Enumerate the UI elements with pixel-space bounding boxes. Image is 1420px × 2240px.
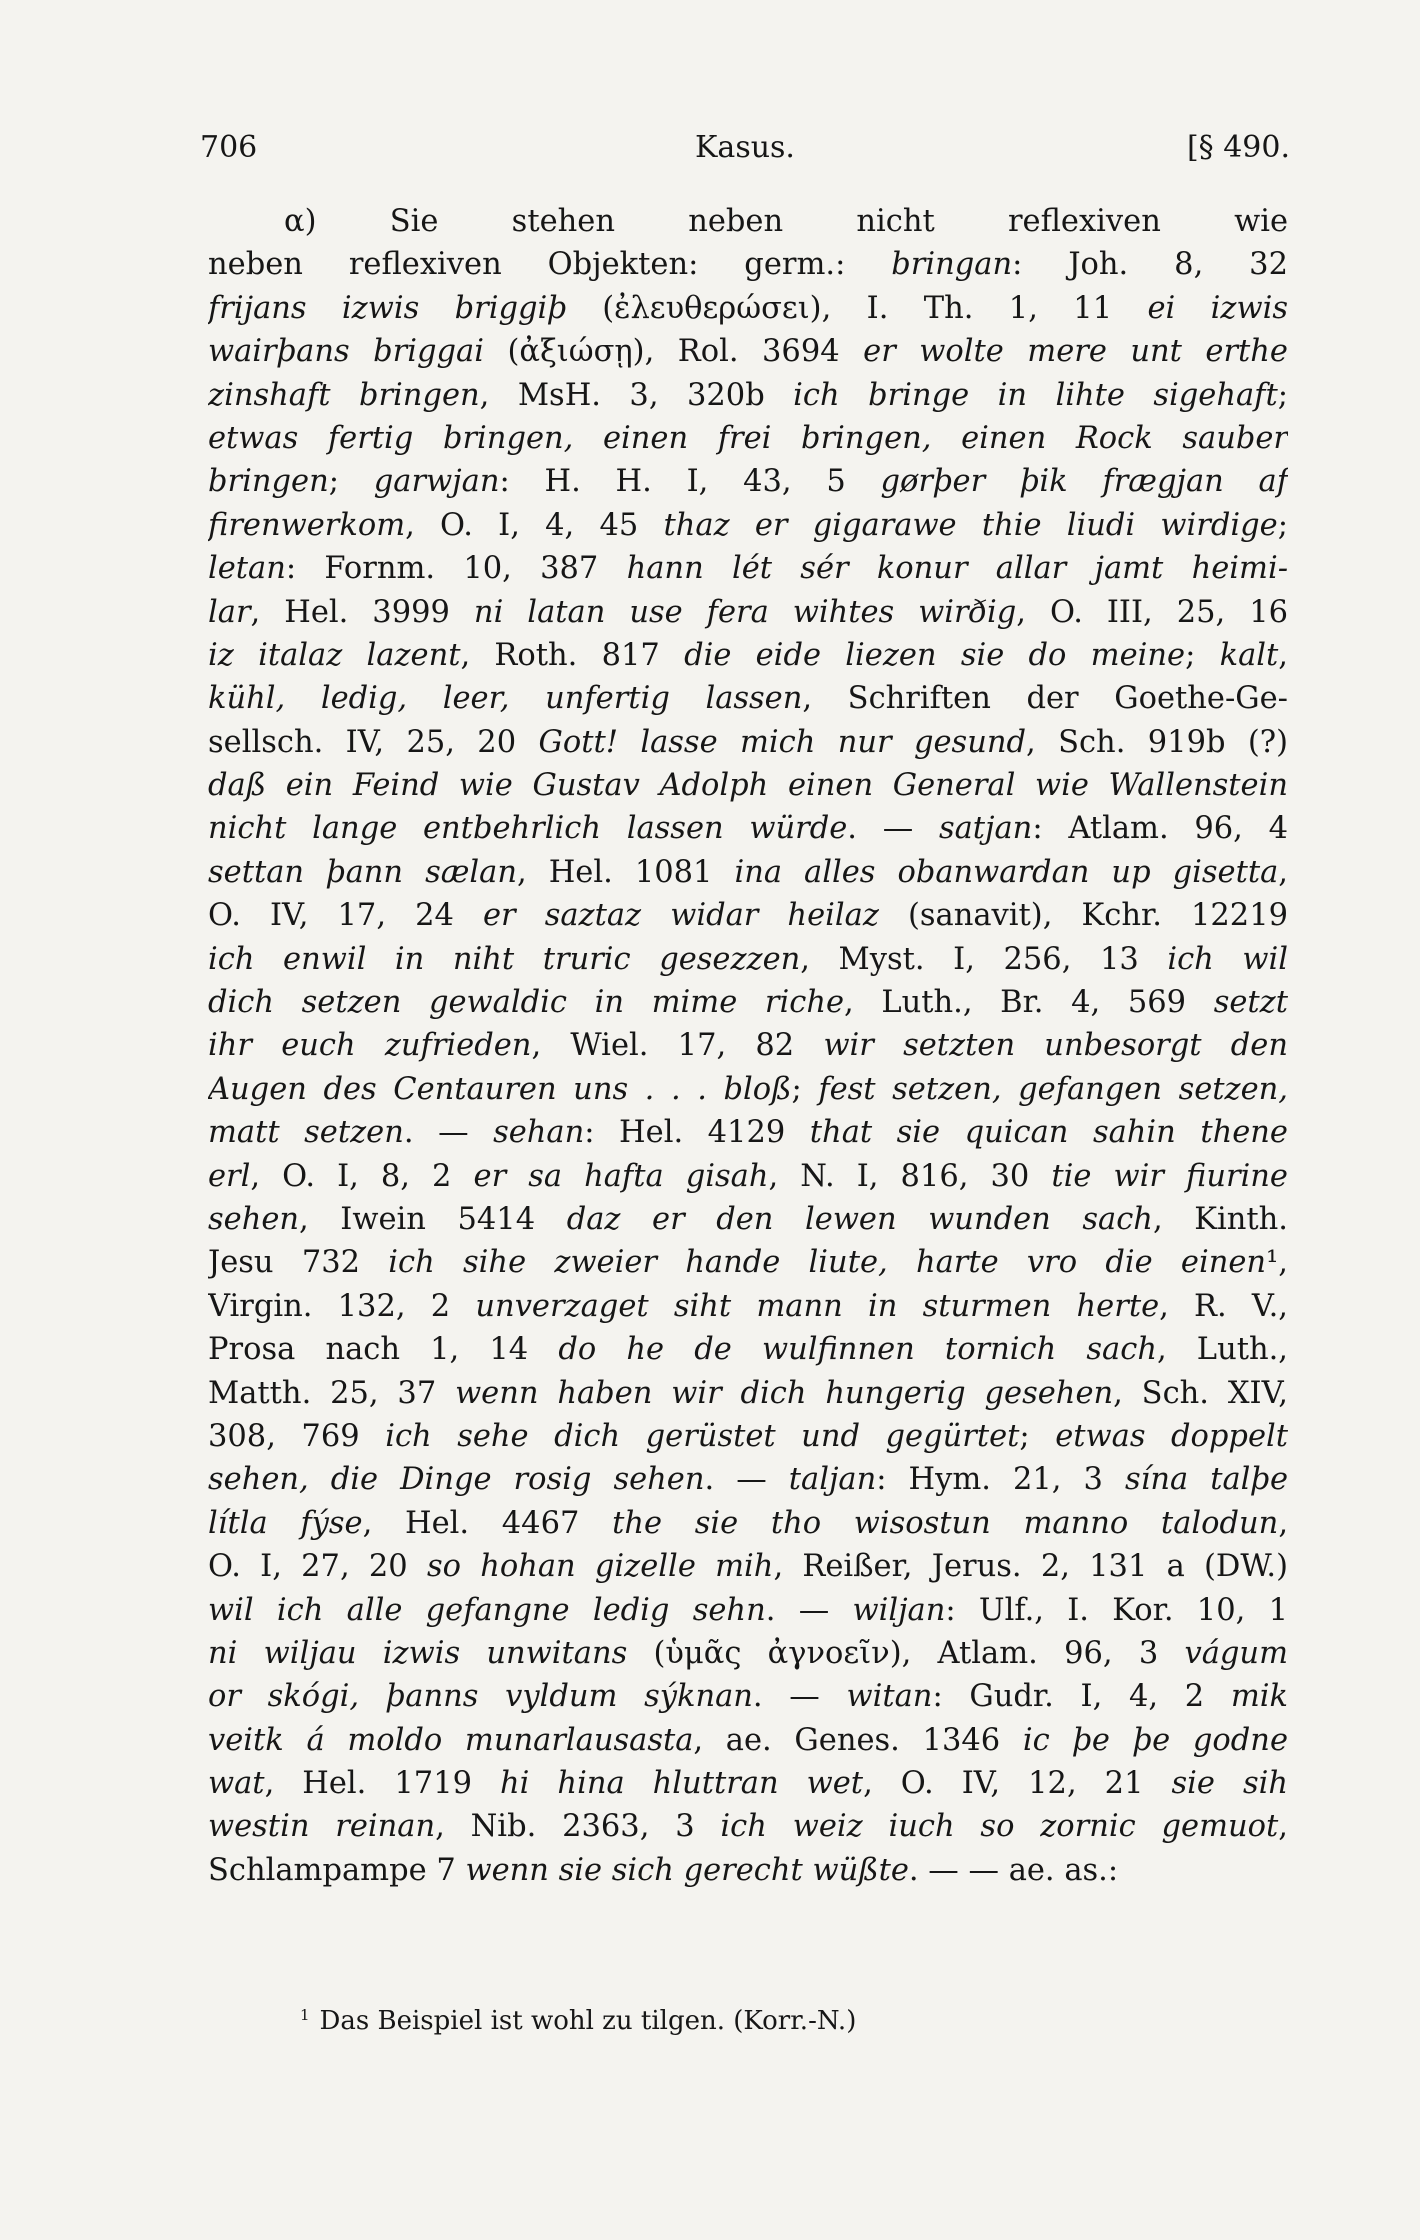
- italic-text-run: garwjan: [373, 464, 500, 500]
- text-line: [208, 1589, 1288, 1632]
- text-line: [208, 504, 1288, 547]
- italic-text-run: hann lét sér konur allar jamt heimi-: [626, 551, 1288, 587]
- text-line: [208, 1675, 1288, 1718]
- italic-text-run: wairþans briggai: [208, 334, 484, 370]
- italic-text-run: iz italaz lazent: [208, 637, 461, 673]
- text-run: , O. I, 4, 45: [405, 507, 664, 543]
- text-line: [208, 547, 1288, 590]
- text-run: , Hel. 1719: [264, 1766, 501, 1802]
- text-run: ,: [1278, 1505, 1288, 1541]
- italic-text-run: hi hina hluttran wet: [500, 1766, 864, 1802]
- text-line: [208, 1632, 1288, 1675]
- italic-text-run: ich enwil in niht truric gesezzen: [208, 941, 801, 977]
- text-run: , Iwein 5414: [299, 1201, 567, 1237]
- italic-text-run: ich wil: [1167, 941, 1288, 977]
- italic-text-run: setzt: [1213, 985, 1288, 1021]
- italic-text-run: er sa hafta gisah: [473, 1158, 769, 1194]
- text-line: [208, 1241, 1288, 1284]
- text-run: , Nib. 2363, 3: [435, 1809, 721, 1845]
- text-run: ;: [1019, 1418, 1056, 1454]
- text-run: ,: [1278, 637, 1288, 673]
- italic-text-run: Augen des Centauren uns . . . bloß: [208, 1071, 792, 1107]
- italic-text-run: zinshaft bringen: [208, 377, 480, 413]
- text-line: [208, 1545, 1288, 1588]
- italic-text-run: letan: [208, 551, 286, 587]
- text-line: [208, 764, 1288, 807]
- text-line: [208, 1805, 1288, 1848]
- italic-text-run: erl: [208, 1158, 251, 1194]
- text-line: [208, 330, 1288, 373]
- text-run: ;: [1277, 377, 1288, 413]
- text-run: . —: [847, 811, 939, 847]
- italic-text-run: the sie tho wisostun manno talodun: [612, 1505, 1279, 1541]
- text-line: [208, 677, 1288, 720]
- italic-text-run: satjan: [938, 811, 1033, 847]
- text-line: [208, 1762, 1288, 1805]
- italic-text-run: taljan: [788, 1462, 877, 1498]
- italic-text-run: unverzaget siht mann in sturmen herte: [475, 1288, 1160, 1324]
- italic-text-run: kalt: [1219, 637, 1279, 673]
- text-line: [208, 981, 1288, 1024]
- text-run: , Hel. 3999: [250, 594, 474, 630]
- text-line: [208, 721, 1288, 764]
- italic-text-run: lar: [208, 594, 251, 630]
- italic-text-run: Gott! lasse mich nur gesund: [538, 724, 1027, 760]
- running-title: Kasus.: [695, 130, 795, 165]
- text-run: : Gudr. I, 4, 2: [932, 1679, 1231, 1715]
- italic-text-run: so hohan gizelle mih: [426, 1549, 774, 1585]
- text-run: 308, 769: [208, 1418, 386, 1454]
- italic-text-run: wil ich alle gefangne ledig sehn: [208, 1592, 766, 1628]
- italic-text-run: dich setzen gewaldic in mime riche: [208, 985, 845, 1021]
- text-line: [208, 287, 1288, 330]
- text-run: , O. I, 8, 2: [250, 1158, 474, 1194]
- italic-text-run: wir setzten unbesorgt den: [823, 1028, 1288, 1064]
- text-run: : Ulf., I. Kor. 10, 1: [945, 1592, 1288, 1628]
- text-run: , Myst. I, 256, 13: [800, 941, 1168, 977]
- text-run: Jesu 732: [208, 1245, 389, 1281]
- text-line: [208, 200, 1288, 243]
- section-marker: [§ 490.: [1186, 130, 1290, 165]
- text-line: [208, 1285, 1288, 1328]
- italic-text-run: sehen, die Dinge rosig sehen: [208, 1462, 705, 1498]
- text-run: , MsH. 3, 320b: [479, 377, 794, 413]
- italic-text-run: sína talþe: [1124, 1462, 1288, 1498]
- text-run: ,: [1278, 1809, 1288, 1845]
- italic-text-run: bringan: [891, 247, 1013, 283]
- italic-text-run: ei izwis: [1147, 290, 1288, 326]
- text-line: [208, 1502, 1288, 1545]
- text-line: [208, 1024, 1288, 1067]
- italic-text-run: die eide liezen sie do meine: [684, 637, 1186, 673]
- italic-text-run: ihr euch zufrieden: [208, 1028, 532, 1064]
- italic-text-run: do he de wulfinnen tornich sach: [558, 1332, 1157, 1368]
- text-line: [208, 243, 1288, 286]
- italic-text-run: ni latan use fera wihtes wirðig: [473, 594, 1017, 630]
- italic-text-run: er wolte mere unt erthe: [863, 334, 1288, 370]
- text-run: . —: [752, 1679, 847, 1715]
- text-line: [208, 1415, 1288, 1458]
- italic-text-run: wenn sie sich gerecht wüßte: [465, 1852, 909, 1888]
- italic-text-run: daß ein Feind wie Gustav Adolph einen General wie Wallenstein: [208, 768, 1288, 804]
- text-run: Schlampampe 7: [208, 1852, 466, 1888]
- italic-text-run: ich weiz iuch so zornic gemuot: [720, 1809, 1279, 1845]
- italic-text-run: ich sehe dich gerüstet und gegürtet: [385, 1418, 1020, 1454]
- text-line: [208, 1719, 1288, 1762]
- italic-text-run: witan: [846, 1679, 933, 1715]
- text-run: O. IV, 17, 24: [208, 898, 483, 934]
- text-line: [208, 894, 1288, 937]
- italic-text-run: ni wiljau izwis unwitans: [208, 1635, 628, 1671]
- text-run: : H. H. I, 43, 5: [499, 464, 881, 500]
- text-line: [208, 851, 1288, 894]
- italic-text-run: that sie quican sahin thene: [809, 1115, 1288, 1151]
- italic-text-run: daz er den lewen wunden sach: [566, 1201, 1153, 1237]
- italic-text-run: or skógi, þanns vyldum sýknan: [208, 1679, 753, 1715]
- text-run: neben reflexiven Objekten: germ.:: [208, 247, 892, 283]
- text-run: , N. I, 816, 30: [768, 1158, 1052, 1194]
- italic-text-run: veitk á moldo munarlausasta: [208, 1722, 694, 1758]
- italic-text-run: mik: [1230, 1679, 1288, 1715]
- italic-text-run: gørþer þik frægjan af: [880, 464, 1288, 500]
- text-run: Virgin. 132, 2: [208, 1288, 476, 1324]
- text-run: , Sch. XIV,: [1113, 1375, 1288, 1411]
- italic-text-run: lítla fýse: [208, 1505, 363, 1541]
- text-run: sellsch. IV, 25, 20: [208, 724, 539, 760]
- text-run: Prosa nach 1, 14: [208, 1332, 559, 1368]
- italic-text-run: westin reinan: [208, 1809, 436, 1845]
- text-run: ;: [791, 1071, 819, 1107]
- text-run: , Sch. 919b (?): [1026, 724, 1288, 760]
- text-run: , Wiel. 17, 82: [531, 1028, 824, 1064]
- text-run: ;: [1277, 507, 1288, 543]
- text-run: : Joh. 8, 32: [1012, 247, 1288, 283]
- text-run: . —: [765, 1592, 853, 1628]
- italic-text-run: firenwerkom: [208, 507, 406, 543]
- text-run: , Kinth.: [1152, 1201, 1288, 1237]
- text-line: [208, 1155, 1288, 1198]
- italic-text-run: matt setzen: [208, 1115, 404, 1151]
- text-line: [208, 417, 1288, 460]
- text-line: [208, 460, 1288, 503]
- text-run: ,: [1278, 854, 1288, 890]
- italic-text-run: sie sih: [1171, 1766, 1288, 1802]
- italic-text-run: ich sihe zweier hande liute, harte vro die einen: [388, 1245, 1267, 1281]
- text-run: , Hel. 1081: [516, 854, 735, 890]
- text-run: . —: [403, 1115, 494, 1151]
- text-run: : Atlam. 96, 4: [1032, 811, 1288, 847]
- text-line: [208, 1849, 1288, 1892]
- text-run: ¹,: [1266, 1245, 1288, 1281]
- text-run: , Luth., Br. 4, 569: [844, 985, 1214, 1021]
- italic-text-run: tie wir fiurine: [1051, 1158, 1288, 1194]
- italic-text-run: etwas fertig bringen, einen frei bringen, einen Rock sauber: [208, 420, 1288, 456]
- text-line: [208, 634, 1288, 677]
- text-run: , Roth. 817: [460, 637, 685, 673]
- text-run: ;: [328, 464, 374, 500]
- text-line: [208, 807, 1288, 850]
- text-run: O. I, 27, 20: [208, 1549, 427, 1585]
- text-run: : Hym. 21, 3: [876, 1462, 1125, 1498]
- text-run: Matth. 25, 37: [208, 1375, 456, 1411]
- text-run: , Luth.,: [1156, 1332, 1288, 1368]
- italic-text-run: wiljan: [852, 1592, 946, 1628]
- text-run: . —: [704, 1462, 789, 1498]
- footnote-text: Das Beispiel ist wohl zu tilgen. (Korr.-N.): [319, 2006, 857, 2036]
- italic-text-run: wat: [208, 1766, 265, 1802]
- italic-text-run: bringen: [208, 464, 329, 500]
- italic-text-run: kühl, ledig, leer, unfertig lassen: [208, 681, 803, 717]
- italic-text-run: ic þe þe godne: [1022, 1722, 1288, 1758]
- text-run: α) Sie stehen neben nicht reflexiven wie: [284, 204, 1288, 239]
- text-run: (ὑμᾶς ἀγνοεῖν), Atlam. 96, 3: [627, 1635, 1185, 1671]
- text-run: , O. IV, 12, 21: [863, 1766, 1172, 1802]
- text-line: [208, 938, 1288, 981]
- text-run: , Schriften der Goethe-Ge-: [802, 681, 1288, 717]
- italic-text-run: frijans izwis briggiþ: [208, 290, 567, 326]
- italic-text-run: etwas doppelt: [1055, 1418, 1288, 1454]
- italic-text-run: thaz er gigarawe thie liudi wirdige: [663, 507, 1278, 543]
- text-line: [208, 1458, 1288, 1501]
- italic-text-run: fest setzen, gefangen setzen,: [818, 1071, 1288, 1107]
- text-run: , O. III, 25, 16: [1016, 594, 1288, 630]
- text-line: [208, 1372, 1288, 1415]
- italic-text-run: ich bringe in lihte sigehaft: [793, 377, 1278, 413]
- italic-text-run: nicht lange entbehrlich lassen würde: [208, 811, 848, 847]
- text-run: , Hel. 4467: [362, 1505, 613, 1541]
- text-line: [208, 1198, 1288, 1241]
- text-run: : Hel. 4129: [584, 1115, 810, 1151]
- text-run: (ἐλευθερώσει), I. Th. 1, 11: [566, 290, 1148, 326]
- text-run: , R. V.,: [1159, 1288, 1288, 1324]
- text-line: [208, 591, 1288, 634]
- text-run: (sanavit), Kchr. 12219: [878, 898, 1288, 934]
- text-line: [208, 1068, 1288, 1111]
- page-number: 706: [200, 130, 258, 165]
- text-line: [208, 1328, 1288, 1371]
- italic-text-run: vágum: [1184, 1635, 1288, 1671]
- text-run: . — — ae. as.:: [908, 1852, 1119, 1888]
- text-run: : Fornm. 10, 387: [285, 551, 627, 587]
- text-line: [208, 1111, 1288, 1154]
- text-run: (ἀξιώσῃ), Rol. 3694: [483, 334, 864, 370]
- italic-text-run: settan þann sælan: [208, 854, 517, 890]
- footnote: [300, 1998, 856, 2038]
- italic-text-run: sehan: [493, 1115, 585, 1151]
- footnote-marker: 1: [300, 2006, 310, 2024]
- text-run: , Reißer, Jerus. 2, 131 a (DW.): [773, 1549, 1288, 1585]
- text-line: [208, 374, 1288, 417]
- italic-text-run: ina alles obanwardan up gisetta: [734, 854, 1279, 890]
- text-run: ;: [1185, 637, 1220, 673]
- italic-text-run: er saztaz widar heilaz: [483, 898, 879, 934]
- italic-text-run: sehen: [208, 1201, 300, 1237]
- body-text: [208, 200, 1288, 1892]
- italic-text-run: wenn haben wir dich hungerig gesehen: [455, 1375, 1114, 1411]
- text-run: , ae. Genes. 1346: [693, 1722, 1023, 1758]
